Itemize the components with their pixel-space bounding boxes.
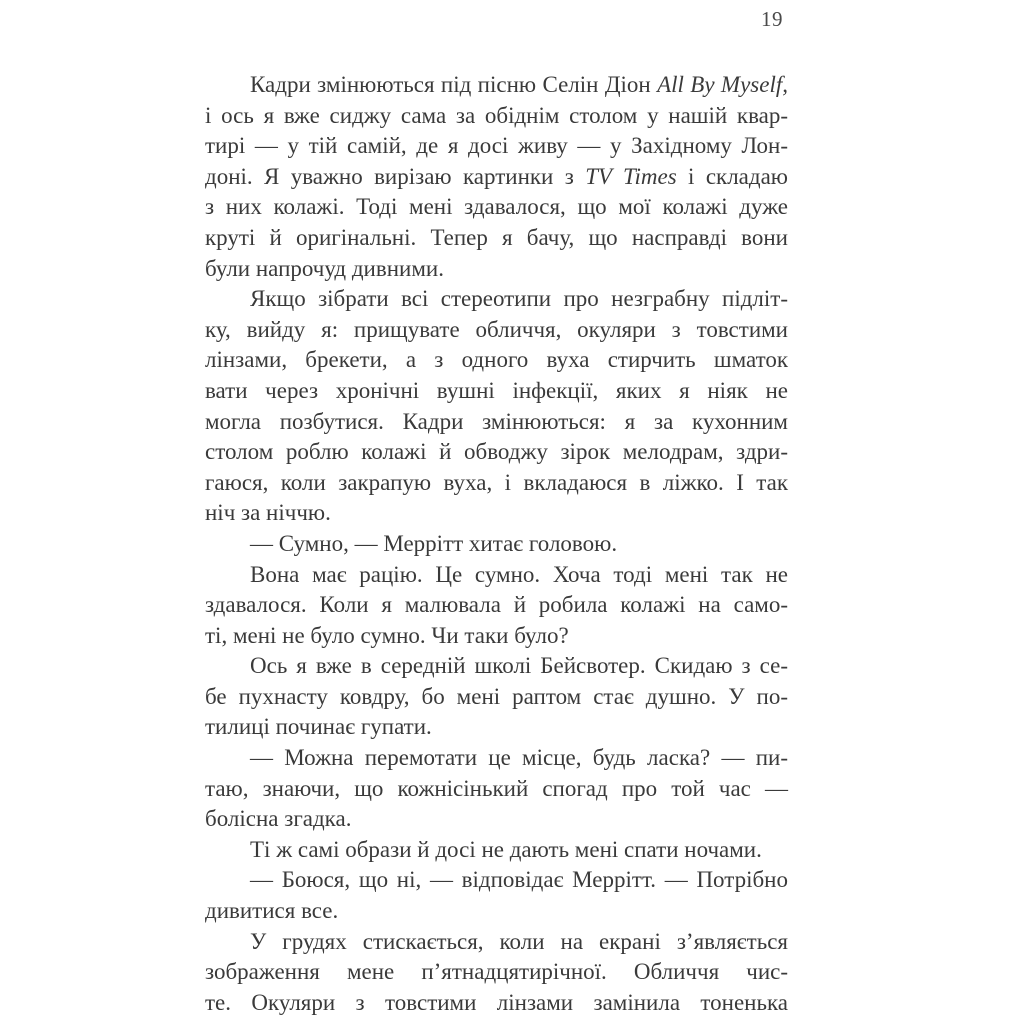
text-line: лінзами, брекети, а з одного вуха стирчить шматок — [205, 347, 788, 373]
text-line: здавалося. Коли я малювала й робила колажі на само- — [205, 592, 788, 618]
text-line: таю, знаючи, що кожнісінький спогад про той час — — [205, 775, 788, 801]
text-line: болісна згадка. — [205, 806, 352, 832]
text-line: ку, вийду я: прищувате обличчя, окуляри з товстими — [205, 316, 788, 342]
text-line: Кадри змінюються під пісню Селін Діон All By Myself, — [250, 72, 788, 97]
text-line: столом роблю колажі й обводжу зірок мелодрам, здри- — [205, 439, 788, 465]
text-line: ніч за ніччю. — [205, 500, 331, 526]
text-line: ті, мені не було сумно. Чи таки було? — [205, 622, 569, 648]
page-body — [205, 70, 788, 1018]
text-line: гаюся, коли закрапую вуха, і вкладаюся в ліжко. І так — [205, 469, 788, 495]
text-line: тирі — у тій самій, де я досі живу — у Західному Лон- — [205, 133, 788, 159]
text-line: Вона має рацію. Це сумно. Хоча тоді мені так не — [250, 561, 788, 587]
text-line: — Боюся, що ні, — відповідає Меррітт. — Потрібно — [250, 867, 788, 893]
italic-text: All By Myself, — [657, 72, 788, 97]
text-line: вати через хронічні вушні інфекції, яких я ніяк не — [205, 377, 788, 403]
text-line: могла позбутися. Кадри змінюються: я за кухонним — [205, 408, 788, 434]
text-line: зображення мене п’ятнадцятирічної. Обличчя чис- — [205, 959, 788, 985]
text-line: дивитися все. — [205, 898, 339, 924]
text-line: були напрочуд дивними. — [205, 255, 444, 281]
text-line: — Сумно, — Меррітт хитає головою. — [250, 530, 618, 556]
text-line: з них колажі. Тоді мені здавалося, що мої колажі дуже — [205, 194, 788, 220]
page-number: 19 — [761, 7, 783, 31]
text-line: бе пухнасту ковдру, бо мені раптом стає душно. У по- — [205, 683, 788, 709]
italic-text: TV Times — [585, 163, 677, 189]
text-line: Ті ж самі образи й досі не дають мені спати ночами. — [250, 836, 762, 862]
text-line: У грудях стискається, коли на екрані з’являється — [250, 928, 788, 954]
text-line: тилиці починає гупати. — [205, 714, 432, 740]
text-line: Ось я вже в середній школі Бейсвотер. Скидаю з се- — [250, 653, 788, 679]
text-line: доні. Я уважно вирізаю картинки з TV Times і складаю — [205, 163, 788, 189]
text-line: — Можна перемотати це місце, будь ласка? — пи- — [250, 745, 788, 771]
text-line: і ось я вже сиджу сама за обіднім столом у нашій квар- — [205, 102, 788, 128]
text-line: Якщо зібрати всі стереотипи про незграбну підліт- — [250, 286, 788, 312]
text-line: круті й оригінальні. Тепер я бачу, що насправді вони — [205, 224, 788, 250]
text-line: те. Окуляри з товстими лінзами замінила тоненька — [205, 989, 788, 1015]
